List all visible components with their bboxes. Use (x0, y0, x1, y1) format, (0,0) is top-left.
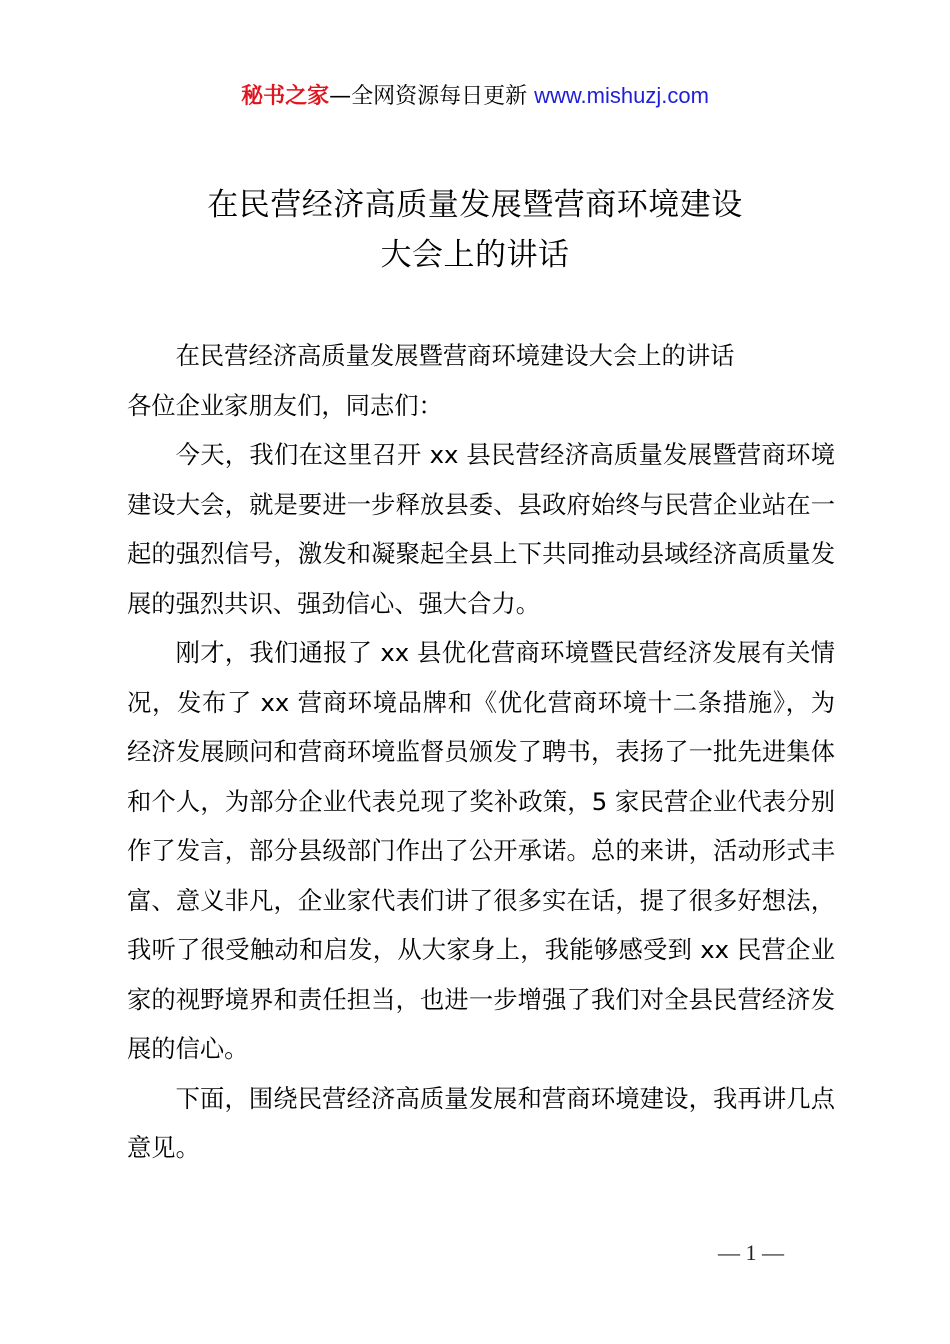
site-brand: 秘书之家 (241, 84, 330, 109)
paragraph-opening: 今天，我们在这里召开 xx 县民营经济高质量发展暨营商环境建设大会，就是要进一步释放县委、县政府始终与民营企业站在一起的强烈信号，激发和凝聚起全县上下共同推动县域经济高质量发展的强烈共识、强劲信心、强大合力。 (127, 440, 835, 618)
document-body (127, 331, 835, 1173)
title-line-1: 在民营经济高质量发展暨营商环境建设 (207, 187, 743, 223)
paragraph-salutation: 各位企业家朋友们，同志们： (127, 390, 443, 420)
paragraph-transition: 下面，围绕民营经济高质量发展和营商环境建设，我再讲几点意见。 (127, 1083, 835, 1162)
site-header (0, 80, 950, 113)
paragraph-subtitle: 在民营经济高质量发展暨营商环境建设大会上的讲话 (175, 341, 735, 370)
title-line-2: 大会上的讲话 (380, 237, 570, 273)
paragraph-review: 刚才，我们通报了 xx 县优化营商环境暨民营经济发展有关情况，发布了 xx 营商环境品牌和《优化营商环境十二条措施》，为经济发展顾问和营商环境监督员颁发了聘书，表扬了一批先进集体和个人，为部分企业代表兑现了奖补政策，5 家民营企业代表分别作了发言，部分县级部门作出了公开承诺。总的来讲，活动形式丰富、意义非凡，企业家代表们讲了很多实在话，提了很多好想法，我听了很受触动和启发，从大家身上，我能够感受到 xx 民营企业家的视野境界和责任担当，也进一步增强了我们对全县民营经济发展的信心。 (127, 638, 835, 1063)
site-tagline: —全网资源每日更新 (329, 84, 535, 109)
document-title (0, 180, 950, 280)
page-number: — 1 — (718, 1240, 784, 1265)
site-url[interactable]: www.mishuzj.com (534, 83, 709, 108)
